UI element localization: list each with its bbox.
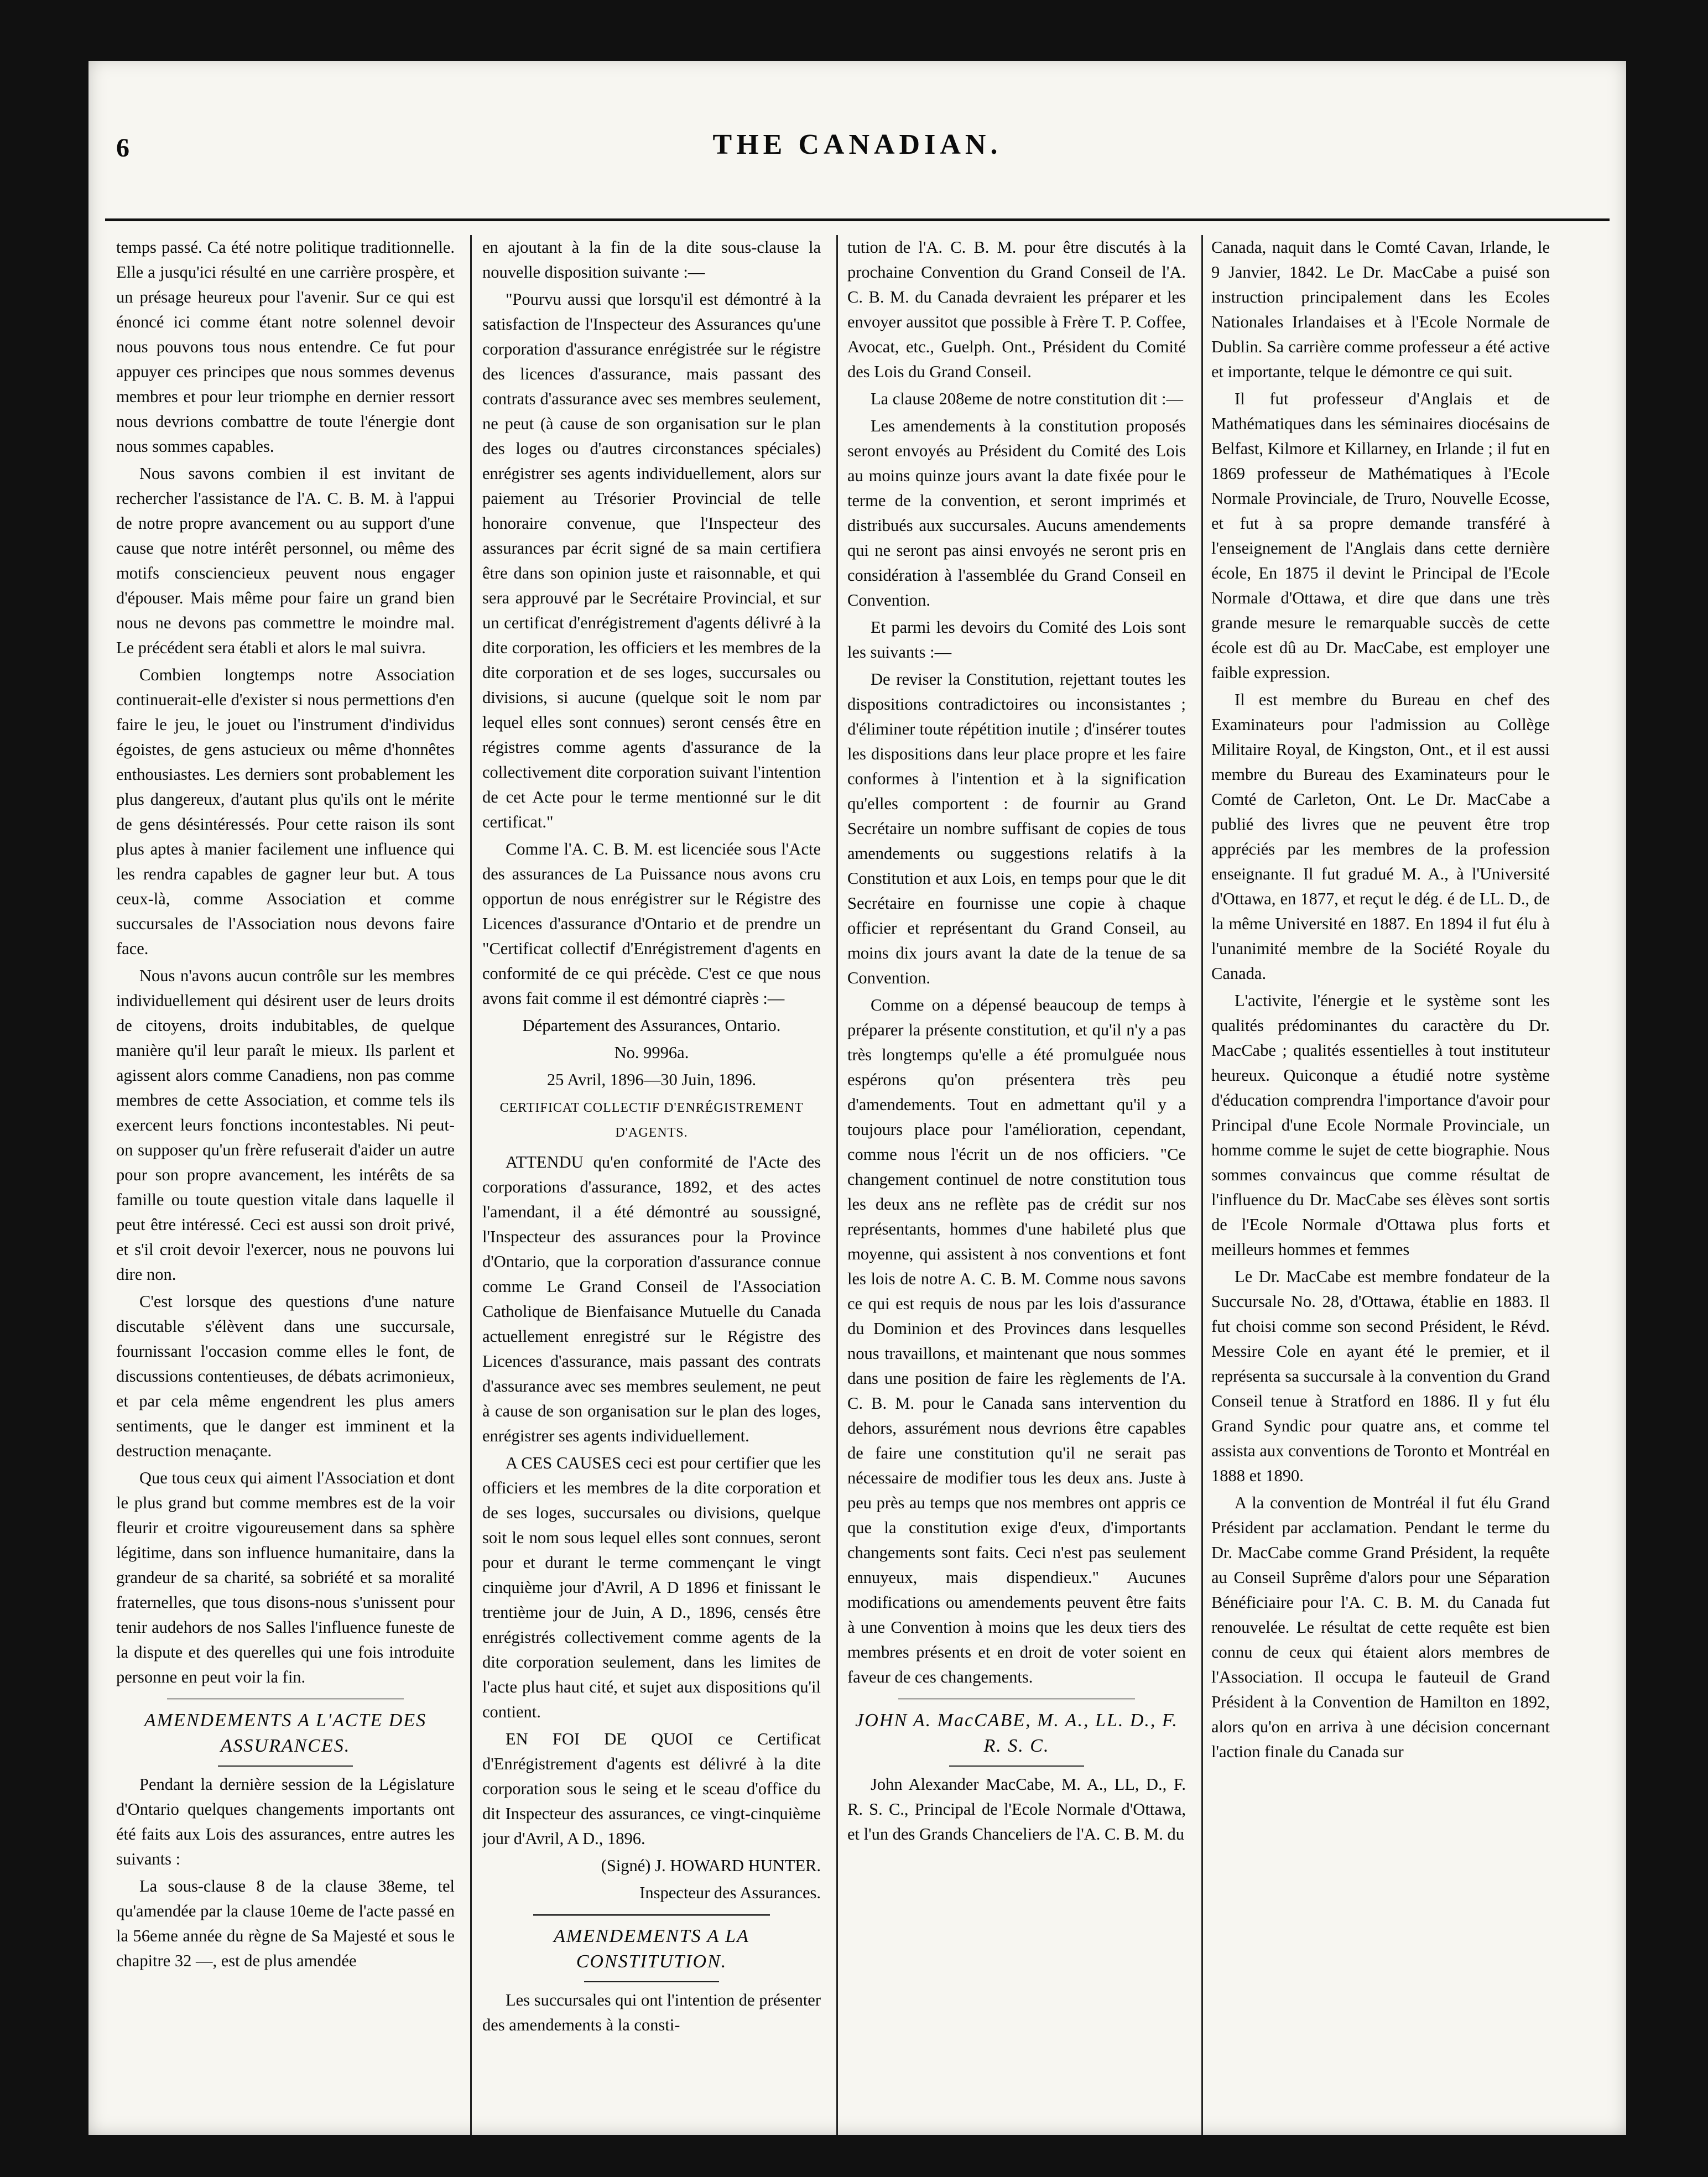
paragraph: Le Dr. MacCabe est membre fondateur de la Succursale No. 28, d'Ottawa, établie en 1883. Il fut choisi comme son second Président, le Révd. Messire Cole en ayant été le premier, et il représenta sa succursale à la convention du Grand Conseil tenue à Stratford en 1886. Il y fut élu Grand Syndic pour quatre ans, et comme tel assista aux conventions de Toronto et Montréal en 1888 et 1890.	[1211, 1267, 1550, 1485]
paragraph: Il est membre du Bureau en chef des Examinateurs pour l'admission au Collège Militaire Royal, de Kingston, Ont., et il est aussi membre du Bureau des Examinateurs pour le Comté de Carleton, Ont. Le Dr. MacCabe a publié des livres que ne peuvent être trop appréciés par les membres de la profession enseignante. Il fut gradué M. A., à l'Université d'Ottawa, en 1877, et reçut le dég. é de LL. D., de la même Université en 1887. En 1894 il fut élu à l'unanimité membre de la Société Royale du Canada.	[1211, 690, 1550, 983]
column-divider	[470, 235, 472, 2140]
masthead-rule	[105, 218, 1610, 221]
paragraph: temps passé. Ca été notre politique traditionnelle. Elle a jusqu'ici résulté en une carrière prospère, et un présage heureux pour l'avenir. Sur ce qui est énoncé ici comme étant notre solennel devoir nous pouvons tous nous entendre. Ce fut pour appuyer ces principes que nous sommes devenus membres et pour leur triomphe en dernier ressort nous devrions combattre de toute l'énergie dont nous sommes capables.	[116, 238, 455, 456]
paragraph: De reviser la Constitution, rejettant toutes les dispositions contradictoires ou inconsistantes ; d'éliminer toute répétition inutile ; d'insérer toutes les dispositions dans leur place propre et les faire conformes à l'intention et à la signification qu'elles comportent : de fournir au Grand Secrétaire un nombre suffisant de copies de tous amendements ou suggestions relatifs à la Constitution et aux Lois, en temps pour que le dit Secrétaire en fournisse une copie à chaque officier et représentant du Grand Conseil, au moins dix jours avant la date de la tenue de sa Convention.	[847, 670, 1186, 987]
paragraph: Comme l'A. C. B. M. est licenciée sous l'Acte des assurances de La Puissance nous avons cru opportun de nous enrégistrer sur le Régistre des Licences d'assurance d'Ontario et de prendre un "Certificat collectif d'Enrégistrement d'agents en conformité de ce qui précède. C'est ce que nous avons fait comme il est démontré ciaprès :—	[482, 840, 821, 1008]
paragraph: La sous-clause 8 de la clause 38eme, tel qu'amendée par la clause 10eme de l'acte passé en la 56eme année du règne de Sa Majesté et sous le chapitre 32 —, est de plus amendée	[116, 1877, 455, 1970]
certificate-number: No. 9996a.	[614, 1043, 689, 1062]
paragraph: ATTENDU qu'en conformité de l'Acte des corporations d'assurance, 1892, et des actes l'amendant, il a été démontré au soussigné, l'Inspecteur des assurances pour la Province d'Ontario, que la corporation d'assurance connue comme Le Grand Conseil de l'Association Catholique de Bienfaisance Mutuelle du Canada actuellement enregistré sur le Régistre des Licences d'assurance, mais passant des contrats d'assurance avec ses membres seulement, ne peut à cause de son organisation sur le plan des loges, enrégistrer ses agents individuellement.	[482, 1153, 821, 1445]
paragraph: "Pourvu aussi que lorsqu'il est démontré à la satisfaction de l'Inspecteur des Assurances qu'une corporation d'assurance enrégistrée sur le régistre des licences d'assurance, mais passant des contrats d'assurance avec ses membres seulement, ne peut (à cause de son organisation sur le plan des loges ou d'autres circonstances spéciales) enrégistrer ses agents individuellement, alors sur paiement au Trésorier Provincial de telle honoraire convenue, que l'Inspecteur des assurances par écrit signé de sa main certifiera être dans son opinion juste et raisonnable, et qui sera approuvé par le Secrétaire Provincial, et sur un certificat d'enrégistrement d'agents délivré à la dite corporation, les officiers et les membres de la dite corporation et de ses loges, succursales ou divisions, si aucune (quelque soit le nom par lequel elles sont connues) seront censés être en régistres comme agents d'assurance de la collectivement dite corporation suivant l'intention de cet Acte pour le terme mentionné sur le dit certificat."	[482, 290, 821, 831]
newspaper-page	[83, 53, 1632, 2140]
paragraph: A CES CAUSES ceci est pour certifier que les officiers et les membres de la dite corporation et de ses loges, succursales ou divisions, quelque soit le nom sous lequel elles sont connues, seront pour et durant le terme commençant le vingt cinquième jour d'Avril, A D 1896 et finissant le trentième jour de Juin, A D., 1896, censés être enrégistrés collectivement comme agents de la dite corporation seulement, dans les limites de l'acte plus haut cité, et sujet aux dispositions qu'il contient.	[482, 1454, 821, 1721]
column-divider	[1201, 235, 1203, 2140]
paragraph: Comme on a dépensé beaucoup de temps à préparer la présente constitution, et qu'il n'y a pas très longtemps qu'elle a été promulguée nous espérons qu'on présentera très peu d'amendements. Tout en admettant qu'il y a toujours place pour l'amélioration, cependant, comme nous l'écrit un de nos officiers. "Ce changement continuel de notre constitution tous les deux ans ne reflète pas de crédit sur nos représentants, hommes d'une habileté plus que moyenne, qui assistent à nos conventions et font les lois de notre A. C. B. M. Comme nous savons ce qui est requis de nous par les lois d'assurance du Dominion et des Provinces dans lesquelles nous travaillons, et maintenant que nous sommes dans une position de faire les règlements de l'A. C. B. M. pour le Canada sans intervention du dehors, assurément nous devrions être capables de faire une constitution qu'il ne serait pas nécessaire de modifier tous les deux ans. Juste à peu près au temps que nos membres ont appris ce que la constitution exige d'eux, d'importants changements sont faits. Ceci n'est pas seulement ennuyeux, mais dispendieux." Aucunes modifications ou amendements peuvent être faits à une Convention à moins que les deux tiers des membres présents et en droit de voter soient en faveur de ces changements.	[847, 996, 1186, 1686]
scan-border-top	[0, 0, 1708, 61]
paragraph: Que tous ceux qui aiment l'Association et dont le plus grand but comme membres est de la voir fleurir et croitre vigoureusement dans sa sphère légitime, dans son influence humanitaire, dans la grandeur de sa charité, sa sobriété et sa moralité fraternelles, que tous disons-nous s'unissent pour tenir audehors de nos Salles l'influence funeste de la dispute et des querelles qui une fois introduite personne en peut voir la fin.	[116, 1468, 455, 1686]
paragraph: Et parmi les devoirs du Comité des Lois sont les suivants :—	[847, 618, 1186, 662]
paragraph: Pendant la dernière session de la Législature d'Ontario quelques changements importants ont été faits aux Lois des assurances, entre autres les suivants :	[116, 1775, 455, 1868]
paragraph: L'activite, l'énergie et le système sont les qualités prédominantes du caractère du Dr. MacCabe ; qualités essentielles à tout instituteur heureux. Quiconque a étudié notre système d'éducation comprendra l'importance d'avoir pour Principal d'une Ecole Normale Provinciale, un homme comme le sujet de cette biographie. Nous sommes convaincus que comme résultat de l'influence du Dr. MacCabe ses élèves sont sortis de l'Ecole Normale d'Ottawa plus forts et meilleurs hommes et femmes	[1211, 991, 1550, 1259]
section-heading: AMENDEMENTS A LA CONSTITUTION.	[554, 1926, 749, 1972]
column-2	[482, 235, 821, 2140]
column-4	[1211, 235, 1550, 2140]
department-line: Département des Assurances, Ontario.	[522, 1016, 781, 1035]
paragraph: Nous n'avons aucun contrôle sur les membres individuellement qui désirent user de leurs droits de citoyens, droits indubitables, de quelque manière qu'il leur paraît le mieux. Ils parlent et agissent alors comme Canadiens, non pas comme membres de cette Association, et comme tels ils exercent leurs fonctions incontestables. Ni peut-on supposer qu'un frère refuserait d'aider un autre pour son propre avancement, les intérêts de sa famille ou toute question vitale dans laquelle il peut être intéressé. Ceci est aussi son droit privé, et s'il croit devoir l'exercer, nous ne pouvons lui dire non.	[116, 966, 455, 1284]
section-rule	[584, 1981, 720, 1982]
signature-title: Inspecteur des Assurances.	[639, 1883, 821, 1902]
section-rule	[167, 1699, 404, 1700]
paragraph: La clause 208eme de notre constitution dit :—	[871, 389, 1183, 408]
certificate-dates: 25 Avril, 1896—30 Juin, 1896.	[546, 1070, 757, 1089]
paragraph: tution de l'A. C. B. M. pour être discutés à la prochaine Convention du Grand Conseil de l'A. C. B. M. du Canada devraient les préparer et les envoyer aussitot que possible à Frère T. P. Coffee, Avocat, etc., Guelph. Ont., Président du Comité des Lois du Grand Conseil.	[847, 238, 1186, 381]
section-heading: AMENDEMENTS A L'ACTE DES ASSURANCES.	[144, 1710, 427, 1756]
column-divider	[836, 235, 838, 2140]
scan-border-right	[1626, 0, 1708, 2177]
section-rule	[533, 1914, 770, 1916]
paragraph: EN FOI DE QUOI ce Certificat d'Enrégistrement d'agents est délivré à la dite corporation sous le seing et le sceau d'office du dit Inspecteur des assurances, ce vingt-cinquième jour d'Avril, A D., 1896.	[482, 1730, 821, 1848]
paragraph: Il fut professeur d'Anglais et de Mathématiques dans les séminaires diocésains de Belfast, Kilmore et Killarney, en Irlande ; il fut en 1869 professeur de Mathématiques à l'Ecole Normale Provinciale, de Truro, Nouvelle Ecosse, et fut à sa propre demande transféré à l'enseignement de l'Anglais dans cette dernière école, En 1875 il devint le Principal de l'Ecole Normale d'Ottawa, et dire que dans une très grande mesure le remarquable succès de cette école est dû au Dr. MacCabe, est employer une faible expression.	[1211, 389, 1550, 682]
paragraph: Les amendements à la constitution proposés seront envoyés au Président du Comité des Lois au moins quinze jours avant la date fixée pour le terme de la convention, et seront imprimés et distribués aux succursales. Aucuns amendements qui ne seront pas ainsi envoyés ne seront pris en considération à l'assemblée du Grand Conseil en Convention.	[847, 416, 1186, 610]
masthead-bar	[83, 116, 1632, 166]
paragraph: Combien longtemps notre Association continuerait-elle d'exister si nous permettions d'en faire le jeu, le jouet ou l'instrument d'individus égoistes, de gens astucieux ou même d'honnêtes enthousiastes. Les derniers sont probablement les plus dangereux, d'autant plus qu'ils ont le mérite de gens désintéressés. Pour cette raison ils sont plus aptes à manier facilement une influence qui les rendra capables de gagner leur but. A tous ceux-là, comme Association et comme succursales de l'Association nous devons faire face.	[116, 665, 455, 958]
paragraph: en ajoutant à la fin de la dite sous-clause la nouvelle disposition suivante :—	[482, 238, 821, 282]
column-1	[116, 235, 455, 2140]
paragraph: C'est lorsque des questions d'une nature discutable s'élèvent dans une succursale, fournissant l'occasion comme elles le font, de discussions contentieuses, de débats acrimonieux, et par cela même engendrent les plus amers sentiments, que le danger est imminent et la destruction menaçante.	[116, 1292, 455, 1460]
certificate-title: CERTIFICAT COLLECTIF D'ENRÉGISTREMENT D'AGENTS.	[499, 1101, 804, 1140]
paragraph: John Alexander MacCabe, M. A., LL, D., F. R. S. C., Principal de l'Ecole Normale d'Ottawa, et l'un des Grands Chanceliers de l'A. C. B. M. du	[847, 1775, 1186, 1843]
signature-line: (Signé) J. HOWARD HUNTER.	[601, 1856, 821, 1875]
paragraph: Canada, naquit dans le Comté Cavan, Irlande, le 9 Janvier, 1842. Le Dr. MacCabe a puisé son instruction principalement dans les Ecoles Nationales Irlandaises et à l'Ecole Normale de Dublin. Sa carrière comme professeur a été active et importante, telque le démontre ce qui suit.	[1211, 238, 1550, 381]
masthead-title: THE CANADIAN.	[712, 129, 1002, 160]
column-3	[847, 235, 1186, 2140]
section-rule	[949, 1765, 1085, 1767]
scan-border-bottom	[0, 2135, 1708, 2177]
section-rule	[218, 1765, 353, 1767]
page-number: 6	[116, 133, 129, 163]
section-rule	[898, 1699, 1135, 1700]
scan-border-left	[0, 0, 88, 2177]
paragraph: Les succursales qui ont l'intention de présenter des amendements à la consti-	[482, 1991, 821, 2034]
paragraph: A la convention de Montréal il fut élu Grand Président par acclamation. Pendant le terme du Dr. MacCabe comme Grand Président, la requête au Conseil Suprême d'alors pour une Séparation Bénéficiaire pour l'A. C. B. M. du Canada fut renouvelée. Le résultat de cette requête est bien connu de ceux qui étaient alors membres de l'Association. Il occupa le fauteuil de Grand Président à la Convention de Hamilton en 1892, alors qu'on en arriva à une décision concernant l'action finale du Canada sur	[1211, 1493, 1550, 1761]
section-heading: JOHN A. MacCABE, M. A., LL. D., F. R. S. C.	[855, 1710, 1178, 1756]
paragraph: Nous savons combien il est invitant de rechercher l'assistance de l'A. C. B. M. à l'appui de notre propre avancement ou au support d'une cause que notre intérêt personnel, ou même des motifs consciencieux peuvent nous engager d'épouser. Mais même pour faire un grand bien nous ne devons pas commettre le moindre mal. Le précédent sera établi et alors le mal suivra.	[116, 464, 455, 657]
